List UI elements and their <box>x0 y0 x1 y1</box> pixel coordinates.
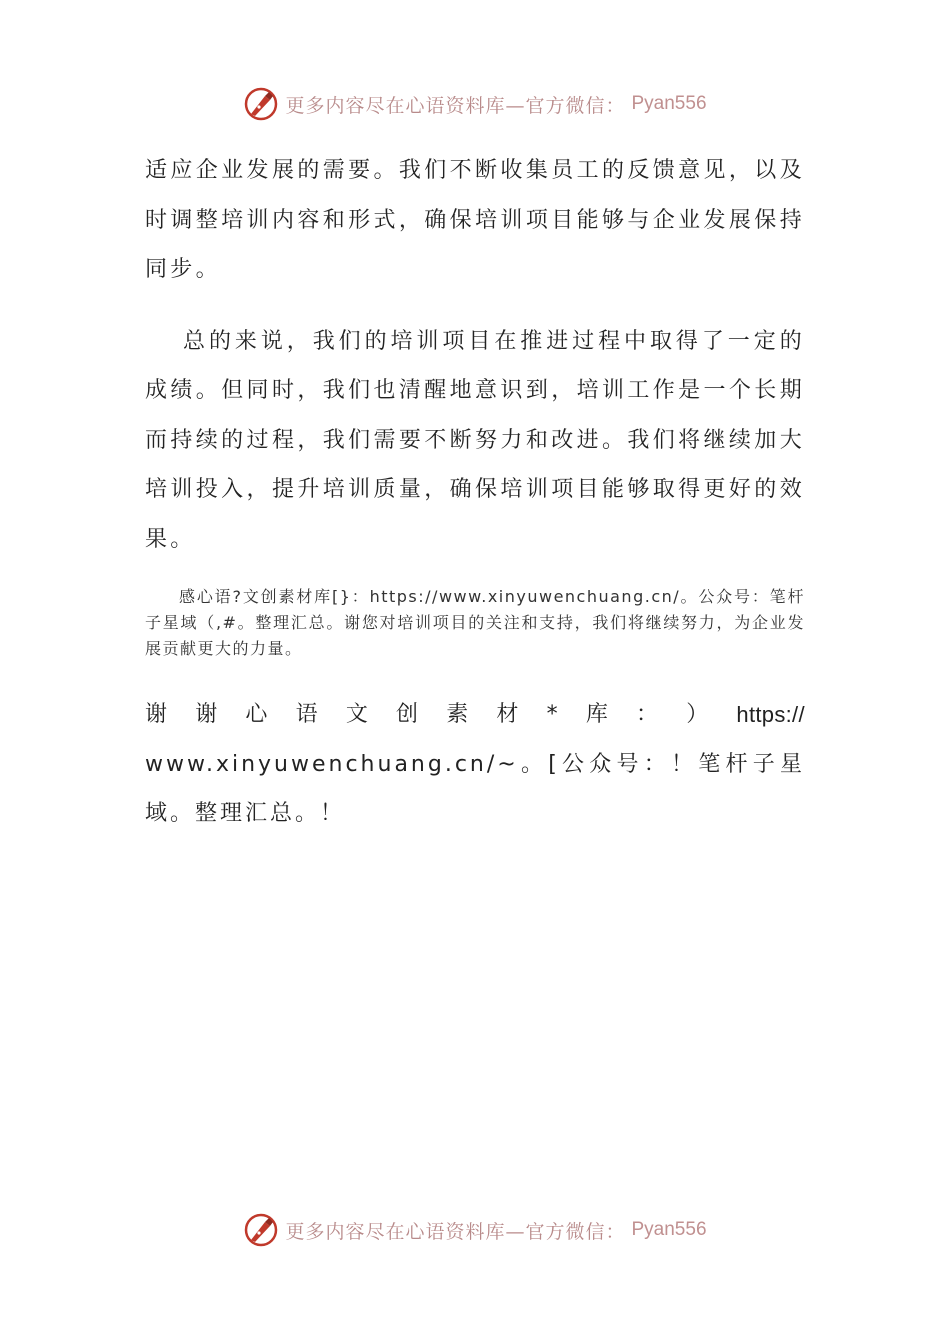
header-wechat-id: Pyan556 <box>631 93 707 114</box>
pen-nib-logo-icon <box>243 1212 279 1248</box>
header-banner-text: 更多内容尽在心语资料库—官方微信： <box>285 94 626 117</box>
thanks-char: 谢 <box>195 702 218 727</box>
thanks-char: ） <box>686 702 709 727</box>
footer-wechat-id: Pyan556 <box>631 1219 707 1240</box>
paragraph-2: 总的来说，我们的培训项目在推进过程中取得了一定的成绩。但同时，我们也清醒地意识到，培训工作是一个长期而持续的过程，我们需要不断努力和改进。我们将继续加大培训投入，提升培训质量，确保培训项目能够取得更好的效果。 <box>145 328 805 552</box>
thanks-char: * <box>546 702 558 727</box>
thanks-char: 素 <box>446 702 469 727</box>
thanks-char: 谢 <box>145 702 168 727</box>
thanks-char: 创 <box>396 702 419 727</box>
pen-nib-logo-icon <box>243 86 279 122</box>
thanks-char: 材 <box>496 702 519 727</box>
thanks-char: ： <box>636 702 659 727</box>
footer-banner <box>0 1208 950 1252</box>
thanks-line-1 <box>145 690 805 740</box>
document-body <box>145 146 805 839</box>
thanks-char: 文 <box>345 702 368 727</box>
thanks-rest: www.xinyuwenchuang.cn/~。[公众号：！笔杆子星域。整理汇总。！ <box>145 751 805 826</box>
thanks-block <box>145 690 805 839</box>
source-note: 感心语?文创素材库[}：https://www.xinyuwenchuang.cn/。公众号：笔杆子星域（,#。整理汇总。谢您对培训项目的关注和支持，我们将继续努力，为企业发展贡献更大的力量。 <box>145 587 805 658</box>
thanks-char: 库 <box>585 702 608 727</box>
thanks-char: 语 <box>295 702 318 727</box>
header-banner <box>0 82 950 126</box>
thanks-char: 心 <box>245 702 268 727</box>
thanks-url-start: https:// <box>736 702 805 727</box>
footer-banner-text: 更多内容尽在心语资料库—官方微信： <box>285 1220 626 1243</box>
paragraph-1: 适应企业发展的需要。我们不断收集员工的反馈意见，以及时调整培训内容和形式，确保培训项目能够与企业发展保持同步。 <box>145 158 805 282</box>
